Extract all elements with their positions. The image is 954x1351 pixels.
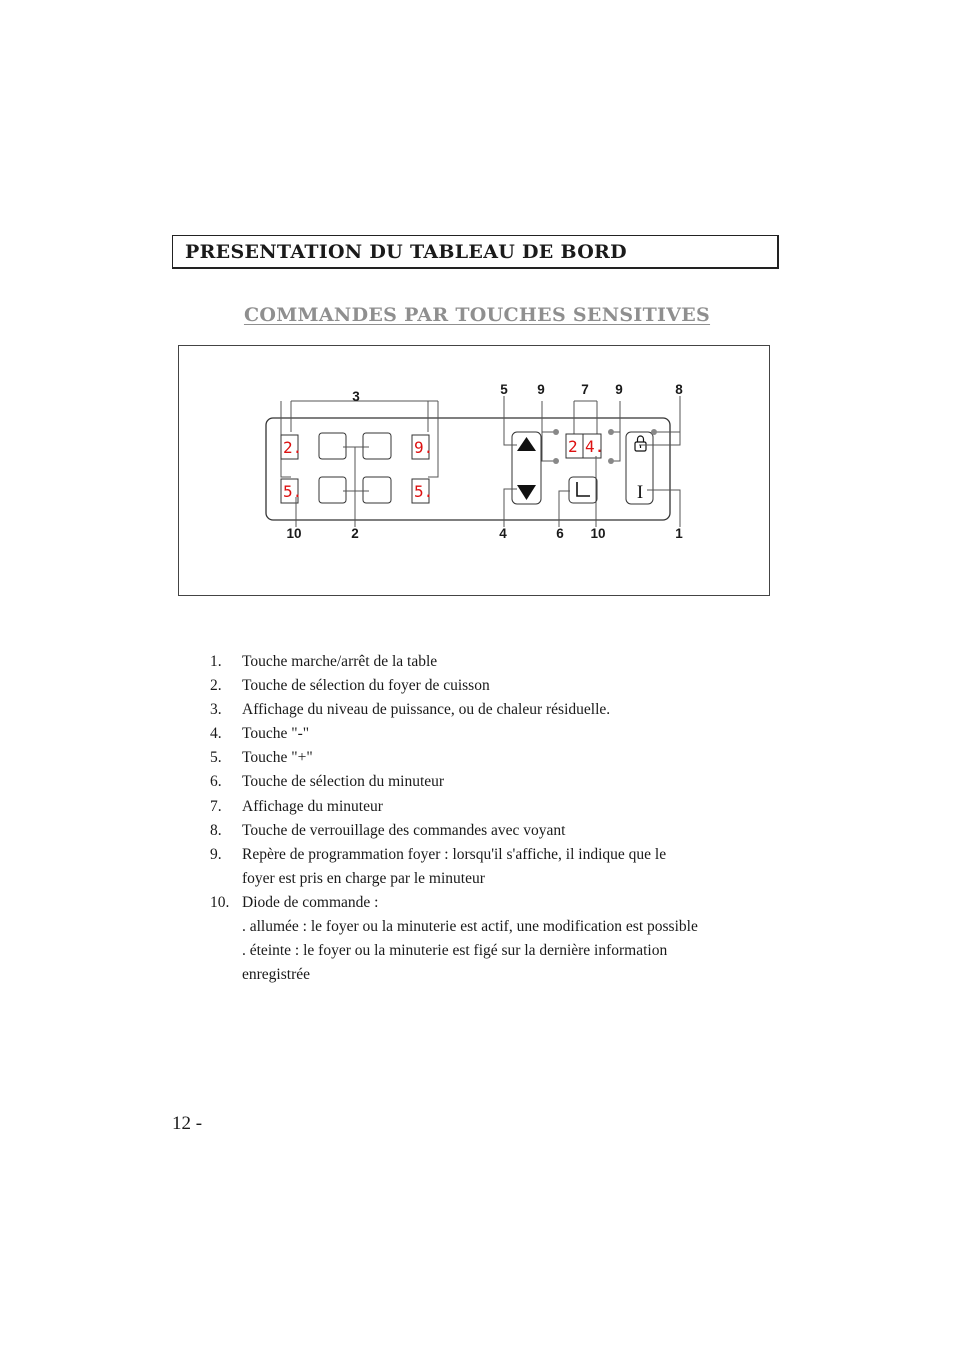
legend-item (210, 891, 770, 987)
legend-item (210, 770, 770, 794)
page-number: 12 - (172, 1113, 203, 1134)
timer-digit-2: 4. (585, 437, 605, 456)
legend-number: 8. (210, 821, 222, 839)
zone-select-button-4[interactable] (363, 477, 391, 503)
callout-8: 8 (675, 382, 683, 397)
program-marker-2 (553, 458, 559, 464)
legend-text-continued: . éteinte : le foyer ou la minuterie est figé sur la dernière information (242, 942, 668, 960)
legend-number: 5. (210, 749, 222, 767)
legend-item (210, 819, 770, 843)
legend-item (210, 698, 770, 722)
control-panel-diagram (178, 345, 770, 596)
legend-text: Touche de sélection du minuteur (242, 773, 445, 791)
callout-5: 5 (500, 382, 508, 397)
legend-number: 1. (210, 653, 222, 670)
callout-5-line (504, 396, 517, 445)
section-header (172, 235, 779, 269)
legend-text: Affichage du minuteur (242, 797, 383, 815)
legend-item (210, 650, 770, 674)
display-bottom-right-value: 5. (414, 482, 434, 501)
callout-9-right: 9 (615, 382, 623, 397)
display-top-left-value: 2. (283, 438, 303, 457)
legend-text: Affichage du niveau de puissance, ou de chaleur résiduelle. (242, 701, 611, 719)
minus-arrow-icon[interactable] (517, 485, 536, 500)
legend-number: 4. (210, 725, 222, 743)
callout-1-line (647, 490, 680, 527)
legend-text: Repère de programmation foyer : lorsqu'il s'affiche, il indique que le (242, 845, 667, 863)
callout-6: 6 (556, 526, 564, 541)
lock-indicator-led (651, 429, 657, 435)
legend-text: Touche "+" (242, 749, 313, 767)
display-bottom-left-value: 5. (283, 482, 303, 501)
legend-text-continued: . allumée : le foyer ou la minuterie est actif, une modification est possible (242, 918, 698, 936)
callout-10-right: 10 (590, 526, 606, 541)
callout-8-lines (639, 396, 680, 445)
callout-2: 2 (351, 526, 359, 541)
legend-item (210, 722, 770, 746)
legend-text: Diode de commande : (242, 893, 379, 911)
timer-digit-1: 2 (568, 437, 578, 456)
callout-10-left: 10 (286, 526, 302, 541)
zone-select-button-2[interactable] (363, 433, 391, 459)
timer-key[interactable] (569, 477, 597, 503)
legend-number: 3. (210, 701, 222, 719)
legend-item (210, 843, 770, 891)
callout-3: 3 (352, 389, 360, 404)
padlock-icon[interactable] (635, 436, 646, 451)
legend-text: Touche "-" (242, 725, 310, 743)
callout-9-left: 9 (537, 382, 545, 397)
callout-1: 1 (675, 526, 683, 541)
legend-number: 10. (210, 893, 230, 911)
zone-select-button-3[interactable] (319, 477, 346, 503)
callout-7: 7 (581, 382, 589, 397)
callout-4: 4 (499, 526, 507, 541)
timer-icon[interactable] (577, 482, 590, 496)
program-marker-3 (608, 429, 614, 435)
legend-item (210, 746, 770, 770)
section-title: PRESENTATION DU TABLEAU DE BORD (185, 241, 627, 263)
display-top-right-value: 9. (414, 438, 434, 457)
legend-number: 2. (210, 677, 222, 695)
legend-list (210, 650, 770, 987)
program-marker-1 (553, 429, 559, 435)
zone-select-button-1[interactable] (319, 433, 346, 459)
legend-number: 7. (210, 797, 222, 815)
legend-number: 6. (210, 773, 222, 791)
legend-item (210, 674, 770, 698)
legend-text: Touche marche/arrêt de la table (242, 653, 438, 670)
legend-number: 9. (210, 845, 222, 863)
legend-text-continued: foyer est pris en charge par le minuteur (242, 869, 485, 887)
power-icon[interactable]: I (636, 482, 644, 503)
callout-6-line (559, 491, 570, 527)
legend-text-continued: enregistrée (242, 966, 310, 984)
legend-item (210, 795, 770, 819)
legend-text: Touche de sélection du foyer de cuisson (242, 677, 490, 695)
plus-arrow-icon[interactable] (517, 437, 536, 451)
callout-4-line (504, 489, 517, 527)
program-marker-4 (608, 458, 614, 464)
legend-text: Touche de verrouillage des commandes avec voyant (242, 821, 566, 839)
subtitle: COMMANDES PAR TOUCHES SENSITIVES (243, 304, 711, 326)
